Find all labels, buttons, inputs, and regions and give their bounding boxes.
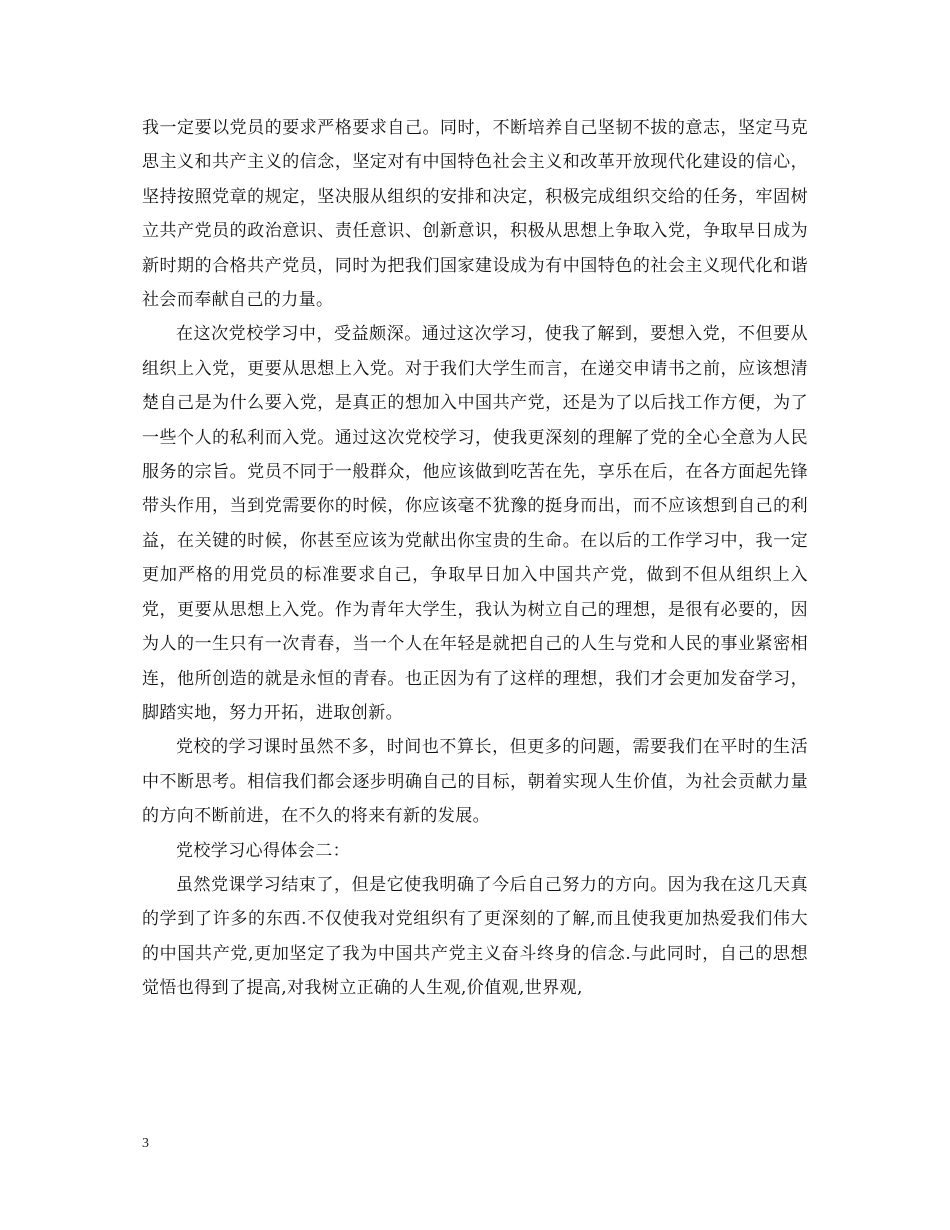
paragraph-2: 在这次党校学习中，受益颇深。通过这次学习，使我了解到，要想入党，不但要从组织上入党，更要从思想上入党。对于我们大学生而言，在递交申请书之前，应该想清楚自己是为什么要入党，是真正的想加入中国共产党，还是为了以后找工作方便，为了一些个人的私利而入党。通过这次党校学习，使我更深刻的理解了党的全心全意为人民服务的宗旨。党员不同于一般群众，他应该做到吃苦在先，享乐在后，在各方面起先锋带头作用，当到党需要你的时候，你应该毫不犹豫的挺身而出，而不应该想到自己的利益，在关键的时候，你甚至应该为党献出你宝贵的生命。在以后的工作学习中，我一定更加严格的用党员的标准要求自己，争取早日加入中国共产党，做到不但从组织上入党，更要从思想上入党。作为青年大学生，我认为树立自己的理想，是很有必要的，因为人的一生只有一次青春，当一个人在年轻是就把自己的人生与党和人民的事业紧密相连，他所创造的就是永恒的青春。也正因为有了这样的理想，我们才会更加发奋学习，脚踏实地，努力开拓，进取创新。	[142, 324, 808, 723]
section-heading: 党校学习心得体会二：	[176, 840, 350, 861]
paragraph-1: 我一定要以党员的要求严格要求自己。同时，不断培养自己坚韧不拔的意志，坚定马克思主义和共产主义的信念，坚定对有中国特色社会主义和改革开放现代化建设的信心，坚持按照党章的规定，坚决服从组织的安排和决定，积极完成组织交给的任务，牢固树立共产党员的政治意识、责任意识、创新意识，积极从思想上争取入党，争取早日成为新时期的合格共产党员，同时为把我们国家建设成为有中国特色的社会主义现代化和谐社会而奉献自己的力量。	[142, 118, 808, 311]
paragraph-4: 虽然党课学习结束了，但是它使我明确了今后自己努力的方向。因为我在这几天真的学到了许多的东西.不仅使我对党组织有了更深刻的了解,而且使我更加热爱我们伟大的中国共产党,更加坚定了我为中国共产党主义奋斗终身的信念.与此同时，自己的思想觉悟也得到了提高,对我树立正确的人生观,价值观,世界观,	[142, 874, 808, 999]
page-number: 3	[142, 1136, 149, 1151]
paragraph-3: 党校的学习课时虽然不多，时间也不算长，但更多的问题，需要我们在平时的生活中不断思考。相信我们都会逐步明确自己的目标，朝着实现人生价值，为社会贡献力量的方向不断前进，在不久的将来有新的发展。	[142, 737, 808, 827]
document-body	[142, 111, 808, 1006]
